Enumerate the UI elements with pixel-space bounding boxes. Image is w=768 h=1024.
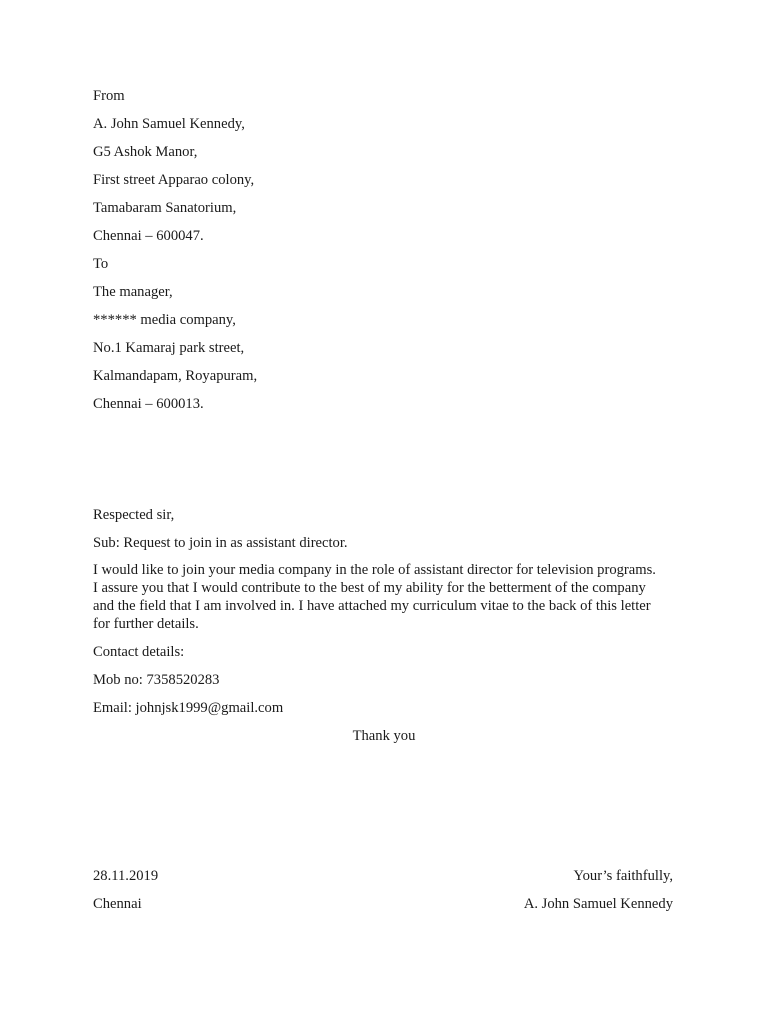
closing-thank-you: Thank you [352,728,416,744]
salutation: Respected sir, [93,507,175,523]
recipient-address-line: Kalmandapam, Royapuram, [93,368,258,384]
signature-name: A. John Samuel Kennedy [523,896,673,912]
sender-address-line: G5 Ashok Manor, [93,144,198,160]
body-line: I would like to join your media company in the role of assistant director for television programs. [93,562,656,578]
letter-date: 28.11.2019 [93,868,159,884]
email-address: Email: johnjsk1999@gmail.com [93,700,284,716]
recipient-title: The manager, [93,284,173,300]
letter-body [93,561,683,633]
recipient-address-line: ****** media company, [93,312,236,328]
sender-address-line: Tamabaram Sanatorium, [93,200,237,216]
mobile-number: Mob no: 7358520283 [93,672,220,688]
body-line: for further details. [93,616,199,632]
body-line: and the field that I am involved in. I have attached my curriculum vitae to the back of this letter [93,598,651,614]
signoff: Your’s faithfully, [573,868,673,884]
recipient-address-line: Chennai – 600013. [93,396,204,412]
recipient-address-line: No.1 Kamaraj park street, [93,340,245,356]
sender-address-line: Chennai – 600047. [93,228,204,244]
to-label: To [93,256,109,272]
body-line: I assure you that I would contribute to the best of my ability for the betterment of the company [93,580,646,596]
subject-line: Sub: Request to join in as assistant director. [93,535,348,551]
sender-name: A. John Samuel Kennedy, [93,116,245,132]
letter-place: Chennai [93,896,142,912]
from-label: From [93,88,125,104]
sender-address-line: First street Apparao colony, [93,172,255,188]
contact-heading: Contact details: [93,644,185,660]
